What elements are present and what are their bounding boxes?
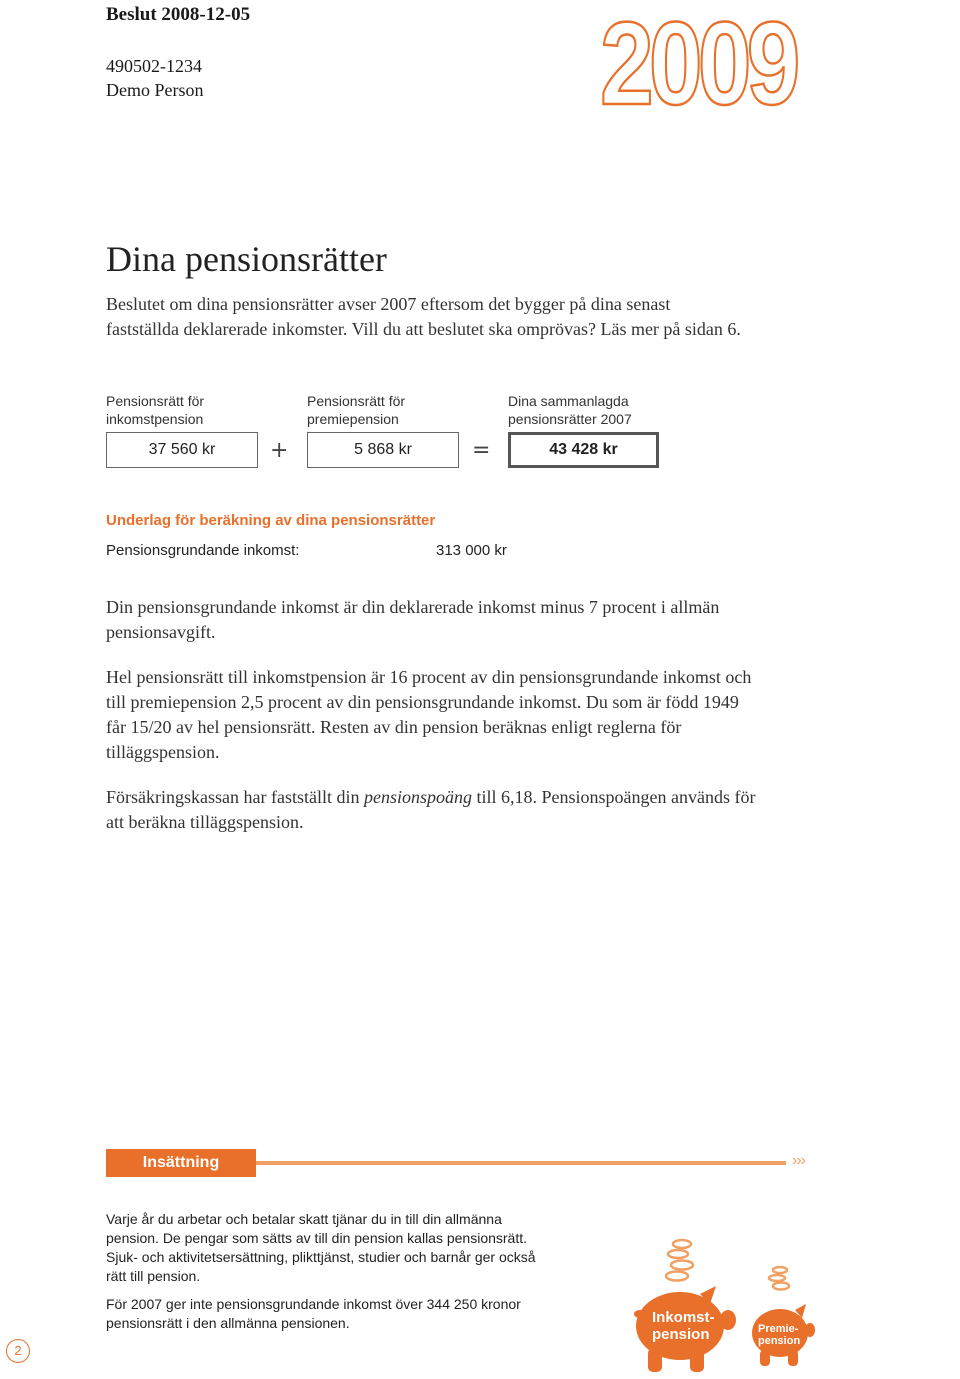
income-pension-label: [106, 392, 204, 428]
paragraph-3-part2: till 6,18. Pensionspoängen används för att beräkna tilläggspension.: [106, 787, 756, 832]
insattning-rule: [256, 1161, 786, 1165]
total-pension-label-line2: pensionsrätter 2007: [508, 411, 632, 427]
small-pig-label-1: Premie-: [758, 1323, 799, 1335]
total-pension-value: 43 428 kr: [508, 432, 659, 468]
piggy-bank-illustration: [630, 1238, 820, 1378]
insattning-text-2: För 2007 ger inte pensionsgrundande inkomst över 344 250 kronor pensionsrätt i den allmänna pensionen.: [106, 1296, 521, 1331]
page-number: 2: [6, 1339, 30, 1363]
premium-pension-label-line1: Pensionsrätt för: [307, 393, 406, 409]
income-pension-label-line1: Pensionsrätt för: [106, 393, 205, 409]
pgi-value: 313 000 kr: [436, 542, 507, 559]
total-pension-label: [508, 392, 632, 428]
small-pig-label-2: pension: [758, 1335, 801, 1347]
pgi-label: Pensionsgrundande inkomst:: [106, 542, 300, 559]
paragraph-1: Din pensionsgrundande inkomst är din deklarerade inkomst minus 7 procent i allmän pensionsavgift.: [106, 597, 720, 642]
premium-pension-value: 5 868 kr: [307, 432, 459, 468]
paragraph-2: Hel pensionsrätt till inkomstpension är 16 procent av din pensionsgrundande inkomst och till premiepension 2,5 procent av din pensionsgrundande inkomst. Du som är född 1949 får 15/20 av hel pensionsrätt. Resten av din pension beräknas enligt reglerna för tilläggspension.: [106, 667, 752, 762]
coins-icon: [666, 1240, 789, 1290]
section-heading: Dina pensionsrätter: [106, 239, 387, 279]
paragraph-3-term: pensionspoäng: [363, 787, 472, 807]
big-pig-label-1: Inkomst-: [652, 1309, 715, 1326]
paragraph-3: [106, 785, 756, 835]
income-pension-value: 37 560 kr: [106, 432, 258, 468]
paragraph-3-part1: Försäkringskassan har fastställt din: [106, 787, 364, 807]
premium-pension-label: [307, 392, 405, 428]
insattning-text-1: Varje år du arbetar och betalar skatt tjänar du in till din allmänna pension. De pengar som sätts av till din pension kallas pensionsrätt. Sjuk- och aktivitetsersättning, plikttjänst, studier och barnår ger också rätt till pension.: [106, 1211, 536, 1284]
year-display: 2009: [600, 0, 796, 130]
person-name: Demo Person: [106, 80, 204, 100]
big-pig-label-2: pension: [652, 1326, 710, 1343]
premium-pension-label-line2: premiepension: [307, 411, 399, 427]
plus-sign: +: [270, 438, 289, 463]
basis-title: Underlag för beräkning av dina pensionsrätter: [106, 512, 436, 529]
document-title: Beslut 2008-12-05: [106, 4, 251, 25]
equals-sign: =: [472, 438, 491, 463]
personal-number: 490502-1234: [106, 56, 202, 76]
income-pension-label-line2: inkomstpension: [106, 411, 204, 427]
intro-text: Beslutet om dina pensionsrätter avser 2007 eftersom det bygger på dina senast fastställda deklarerade inkomster. Vill du att beslutet ska omprövas? Läs mer på sidan 6.: [106, 294, 741, 339]
insattning-label: Insättning: [142, 1154, 220, 1171]
chevrons-icon: ›››: [792, 1152, 805, 1169]
total-pension-label-line1: Dina sammanlagda: [508, 393, 629, 409]
